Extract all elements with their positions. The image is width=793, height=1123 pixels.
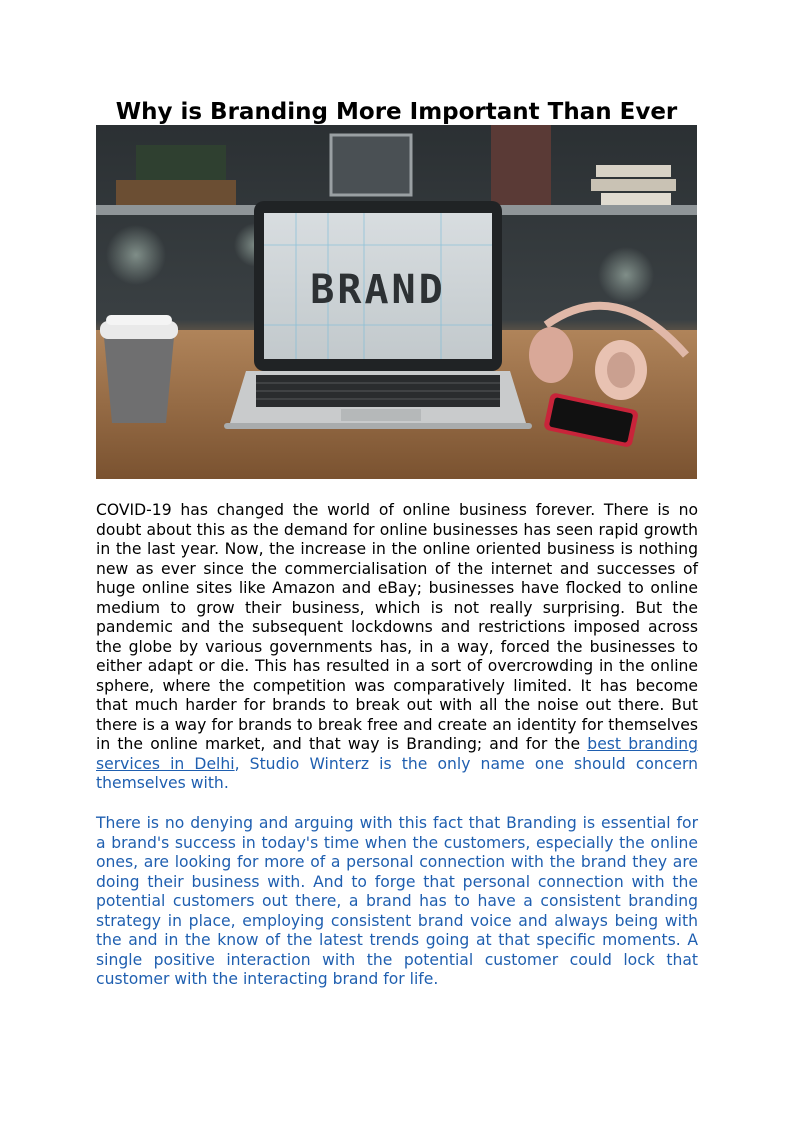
paragraph-branding-essential: There is no denying and arguing with this fact that Branding is essential for a brand's success in today's time when the customers, especially the online ones, are looking for more of a personal connection with the brand they are doing their business with. And to forge that personal connection with the potential customers out there, a brand has to have a consistent branding strategy in place, employing consistent brand voice and always being with the and in the know of the latest trends going at that specific moments. A single positive interaction with the potential customer could lock that customer with the interacting brand for life. (96, 814, 698, 988)
paragraph-intro-text: COVID-19 has changed the world of online business forever. There is no doubt about this as the demand for online businesses has seen rapid growth in the last year. Now, the increase in the online oriented business is nothing new as ever since the commercialisation of the internet and successes of huge online sites like Amazon and eBay; businesses have flocked to online medium to grow their business, which is not really surprising. But the pandemic and the subsequent lockdowns and restrictions imposed across the globe by various governments has, in a way, forced the businesses to either adapt or die. This has resulted in a sort of overcrowding in the online sphere, where the competition was comparatively limited. It has become that much harder for brands to break out with all the noise out there. But there is a way for brands to break free and create an identity for themselves in the online market, and that way is Branding; and for the (96, 501, 698, 753)
branding-services-link[interactable]: best branding services in Delhi (96, 735, 698, 773)
paragraph-intro (96, 501, 698, 794)
svg-text:BRAND: BRAND (310, 267, 446, 313)
paragraph-intro-tail: , Studio Winterz is the only name one should concern themselves with. (96, 754, 699, 792)
document-title: Why is Branding More Important Than Ever (115, 99, 678, 125)
hero-image (96, 125, 697, 479)
